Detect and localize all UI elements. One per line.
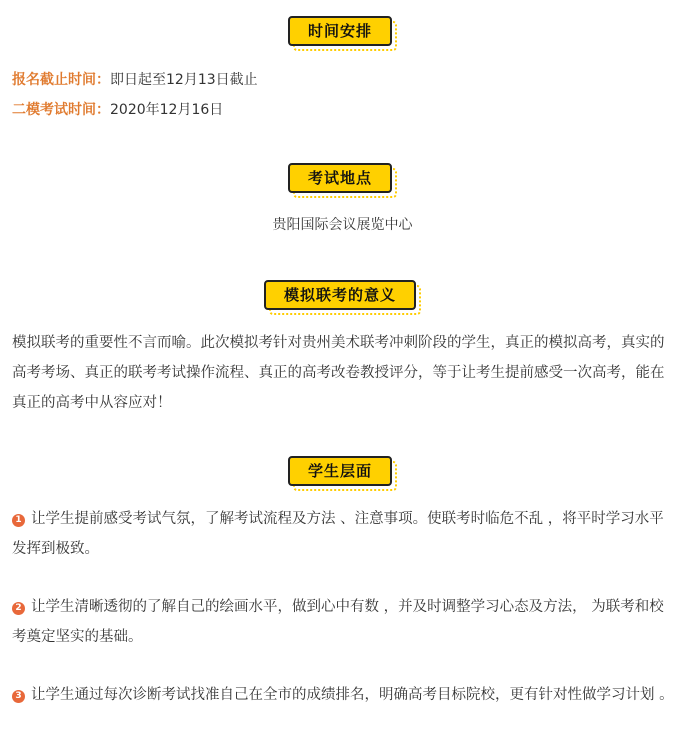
meaning-paragraph: 模拟联考的重要性不言而喻。此次模拟考针对贵州美术联考冲刺阶段的学生，真正的模拟高考，真实的高考考场、真正的联考考试操作流程、真正的高考改卷教授评分，等于让考生提前感受一次高考，能在真正的高考中从容应对！ <box>12 335 665 411</box>
number-bullet-icon: 2 <box>12 602 25 615</box>
student-title: 学生层面 <box>288 456 392 486</box>
list-item <box>12 504 674 564</box>
section-header-location <box>0 163 685 205</box>
deadline-value: 即日起至12月13日截止 <box>110 72 258 88</box>
list-item-text: 让学生通过每次诊断考试找准自己在全市的成绩排名，明确高考目标院校，更有针对性做学习计划 。 <box>31 687 674 703</box>
section-header-schedule <box>0 16 685 58</box>
location-title: 考试地点 <box>288 163 392 193</box>
exam-time-value: 2020年12月16日 <box>110 102 224 118</box>
list-item <box>12 592 674 652</box>
number-bullet-icon: 1 <box>12 514 25 527</box>
list-item <box>12 680 674 710</box>
exam-time-line <box>12 100 223 120</box>
section-header-meaning <box>0 280 685 322</box>
list-item-text: 让学生清晰透彻的了解自己的绘画水平，做到心中有数 ，并及时调整学习心态及方法， 为联考和校考奠定坚实的基础。 <box>12 599 664 645</box>
meaning-title: 模拟联考的意义 <box>264 280 416 310</box>
exam-time-label: 二模考试时间： <box>12 102 110 118</box>
list-item-text: 让学生提前感受考试气氛，了解考试流程及方法 、注意事项。使联考时临危不乱 ，将平时学习水平发挥到极致。 <box>12 511 664 557</box>
section-header-student <box>0 456 685 498</box>
schedule-title: 时间安排 <box>288 16 392 46</box>
number-bullet-icon: 3 <box>12 690 25 703</box>
location-text: 贵阳国际会议展览中心 <box>272 217 413 233</box>
deadline-label: 报名截止时间： <box>12 72 110 88</box>
deadline-line <box>12 70 258 90</box>
